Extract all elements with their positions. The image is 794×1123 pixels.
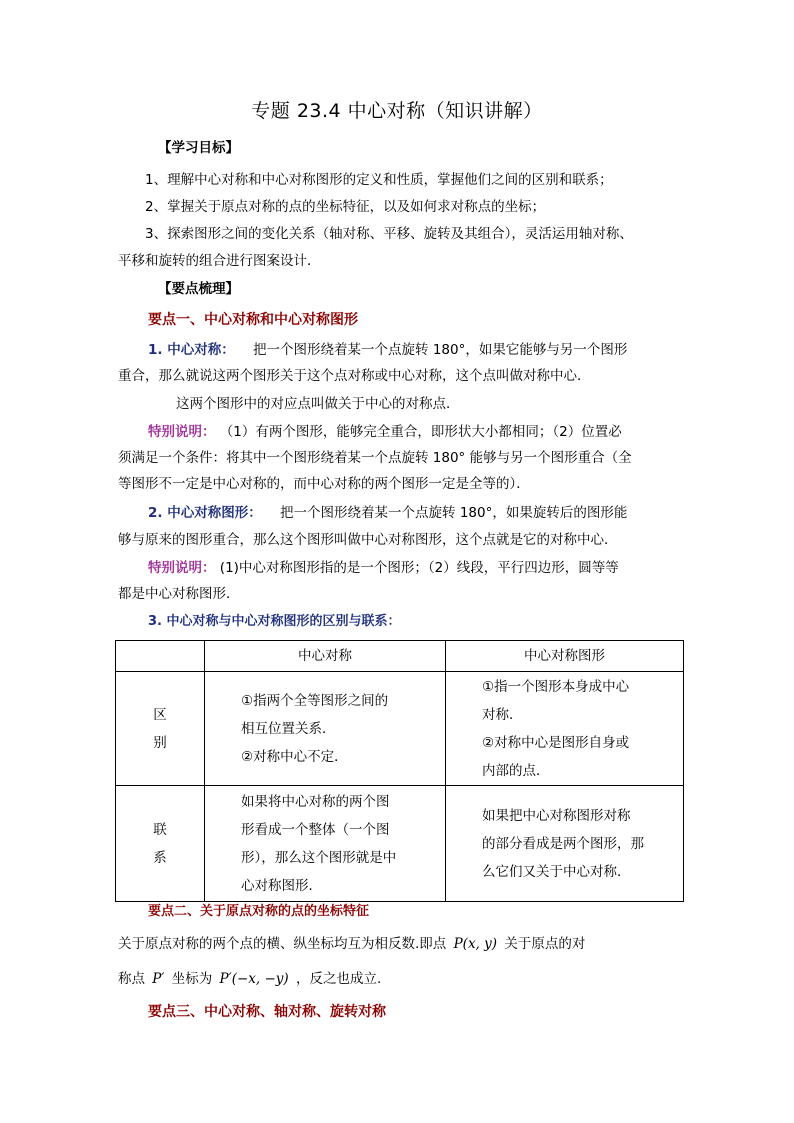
note2-text: (1)中心对称图形指的是一个图形；（2）线段，平行四边形，圆等等 [219, 560, 619, 576]
point2-text: 关于原点对称的两个点的横、纵坐标均互为相反数.即点 [118, 936, 447, 952]
note2-line: 都是中心对称图形． [118, 586, 240, 602]
table-header-cell: 中心对称 [205, 641, 446, 672]
row-label-char: 联 [153, 821, 167, 838]
row-label-char: 别 [153, 734, 167, 751]
cell-line: 么它们又关于中心对称． [482, 863, 631, 880]
note2-line [148, 558, 619, 578]
row-label-char: 系 [153, 849, 167, 866]
point2-line [118, 934, 585, 954]
cell-line: ②对称中心是图形自身或 [482, 734, 630, 751]
table-corner-cell [116, 641, 205, 672]
def1-text: 把一个图形绕着某一个点旋转 180°，如果它能够与另一个图形 [253, 342, 628, 358]
comparison-table [115, 640, 684, 902]
note2-label: 特别说明： [148, 560, 216, 576]
cell-line: 如果将中心对称的两个图 [241, 793, 390, 810]
def1-line: 这两个图形中的对应点叫做关于中心的对称点． [176, 396, 460, 412]
cell-line: 内部的点． [482, 762, 550, 779]
row-label-char: 区 [153, 706, 167, 723]
def3-label: 3. 中心对称与中心对称图形的区别与联系： [148, 614, 401, 629]
cell-line: 对称． [482, 706, 523, 723]
def2-label: 2. 中心对称图形： [148, 505, 262, 521]
goal-item: 3、探索图形之间的变化关系（轴对称、平移、旋转及其组合），灵活运用轴对称、 [145, 226, 633, 242]
goal-item: 平移和旋转的组合进行图案设计． [118, 253, 321, 269]
def1-line [148, 340, 627, 360]
goal-item: 2、掌握关于原点对称的点的坐标特征，以及如何求对称点的坐标； [145, 199, 546, 215]
def2-line: 够与原来的图形重合，那么这个图形叫做中心对称图形，这个点就是它的对称中心． [118, 532, 618, 548]
table-header-row [116, 641, 684, 672]
math-point-p-prime: P′ [152, 971, 165, 987]
def1-line: 重合，那么就说这两个图形关于这个点对称或中心对称，这个点叫做对称中心． [118, 368, 591, 384]
def2-line [148, 503, 627, 523]
note1-label: 特别说明： [148, 424, 216, 440]
page-title: 专题 23.4 中心对称（知识讲解） [251, 100, 543, 122]
point2-heading: 要点二、关于原点对称的点的坐标特征 [148, 904, 370, 919]
cell-line: ①指两个全等图形之间的 [241, 692, 389, 709]
cell-line: 形），那么这个图形就是中 [241, 849, 397, 866]
point1-heading: 要点一、中心对称和中心对称图形 [148, 312, 358, 328]
table-row [116, 672, 684, 786]
def2-text: 把一个图形绕着某一个点旋转 180°，如果旋转后的图形能 [280, 505, 628, 521]
cell-line: 相互位置关系． [241, 720, 336, 737]
note1-line: 等图形不一定是中心对称的，而中心对称的两个图形一定是全等的）． [118, 476, 530, 492]
table-cell [446, 672, 684, 786]
table-cell [446, 786, 684, 902]
cell-line: ①指一个图形本身成中心 [482, 678, 630, 695]
note1-line: 须满足一个条件：将其中一个图形绕着某一个点旋转 180° 能够与另一个图形重合（全 [118, 450, 632, 466]
cell-line: 心对称图形． [241, 877, 322, 894]
table-cell [205, 672, 446, 786]
math-point-p: P(x, y) [453, 936, 498, 952]
table-row [116, 786, 684, 902]
def1-label: 1. 中心对称： [148, 342, 235, 358]
cell-line: 形看成一个整体（一个图 [241, 821, 390, 838]
note1-text: （1）有两个图形，能够完全重合，即形状大小都相同；（2）位置必 [219, 424, 622, 440]
point2-text: 坐标为 [171, 971, 213, 987]
point2-text: ，反之也成立. [295, 971, 382, 987]
points-heading: 【要点梳理】 [158, 281, 239, 297]
cell-line: 如果把中心对称图形对称 [482, 807, 631, 824]
table-header-cell: 中心对称图形 [446, 641, 684, 672]
table-cell [205, 786, 446, 902]
goals-heading: 【学习目标】 [158, 140, 239, 156]
row-label-cell [116, 672, 205, 786]
cell-line: 的部分看成是两个图形，那 [482, 835, 644, 852]
row-label-cell [116, 786, 205, 902]
point2-text: 称点 [118, 971, 145, 987]
goal-item: 1、理解中心对称和中心对称图形的定义和性质，掌握他们之间的区别和联系； [145, 172, 613, 188]
cell-line: ②对称中心不定． [241, 748, 348, 765]
math-point-p-prime-coords: P′(−x, −y) [219, 971, 289, 987]
point2-text: 关于原点的对 [504, 936, 586, 952]
point3-heading: 要点三、中心对称、轴对称、旋转对称 [148, 1004, 386, 1020]
point2-line [118, 969, 381, 989]
note1-line [148, 422, 622, 442]
